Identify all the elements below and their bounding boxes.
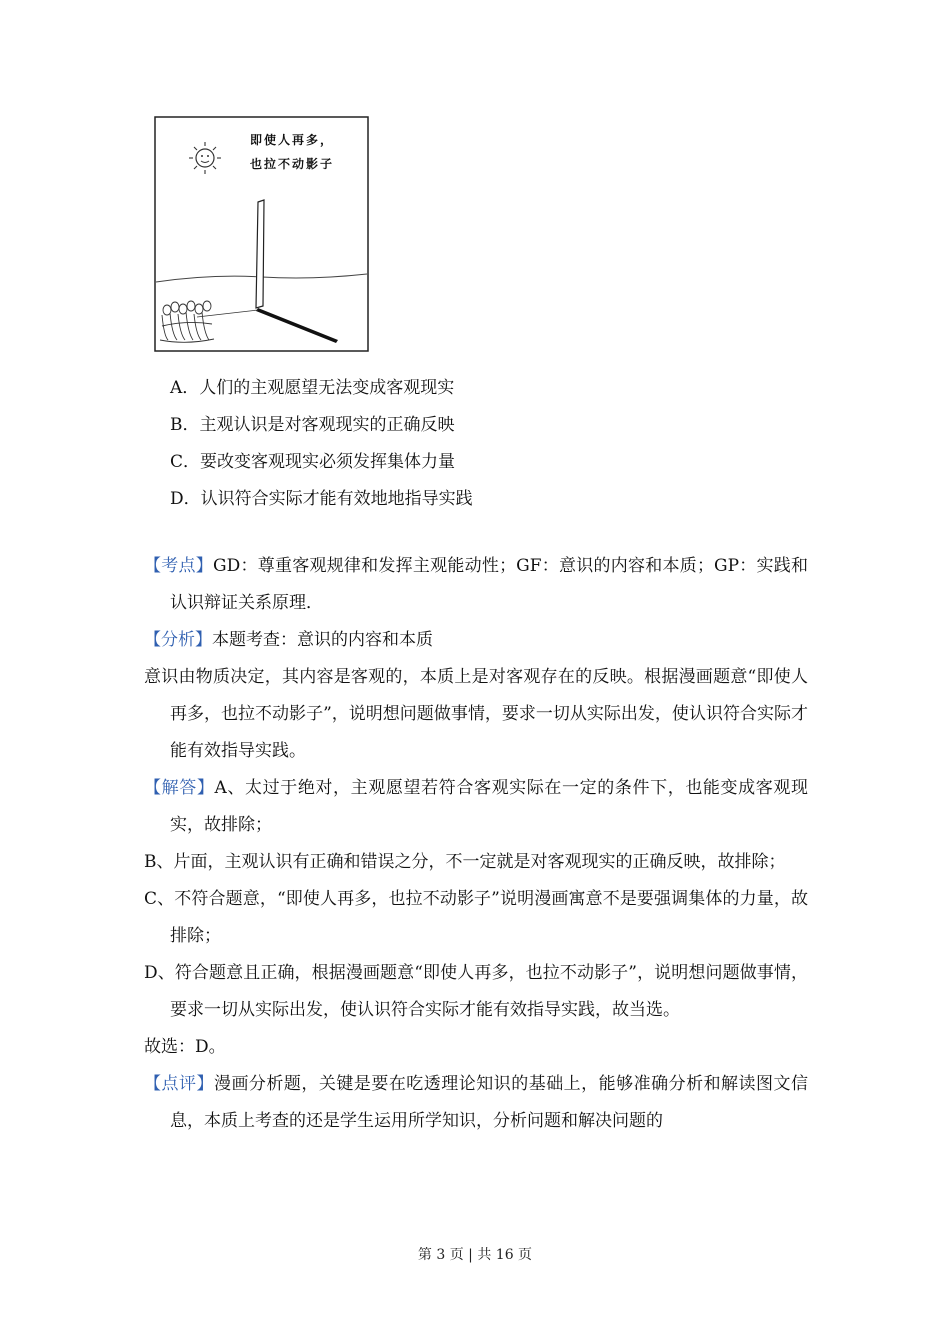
jieda-text: A、太过于绝对，主观愿望若符合客观实际在一定的条件下，也能变成客观现实，故排除； (170, 778, 809, 835)
cartoon-illustration (152, 114, 372, 354)
page-footer: 第 3 页 | 共 16 页 (417, 1247, 533, 1263)
dianping-tag: 【点评】 (144, 1074, 214, 1094)
jieda-paragraph (144, 770, 808, 844)
sun-icon (189, 142, 221, 174)
pole-shadow (256, 308, 338, 343)
fenxi-body: 意识由物质决定，其内容是客观的，本质上是对客观存在的反映。根据漫画题意“即使人再多，也拉不动影子”，说明想问题做事情，要求一切从实际出发，使认识符合实际才能有效指导实践。 (144, 667, 808, 761)
answer-b: B、片面，主观认识有正确和错误之分，不一定就是对客观现实的正确反映，故排除； (144, 852, 786, 872)
jieda-tag: 【解答】 (144, 778, 215, 798)
cartoon-caption-line1: 即使人再多， (250, 133, 335, 147)
option-d: D．认识符合实际才能有效地地指导实践 (170, 489, 473, 509)
explanation (144, 548, 808, 1140)
dianping-paragraph (144, 1066, 808, 1140)
option-c: C．要改变客观现实必须发挥集体力量 (170, 452, 456, 472)
pole (256, 200, 264, 308)
kaodian-text: GD：尊重客观规律和发挥主观能动性；GF：意识的内容和本质；GP：实践和认识辩证关系原理． (170, 556, 809, 613)
kaodian-paragraph (144, 548, 808, 622)
answer-options (170, 370, 473, 518)
option-a: A．人们的主观愿望无法变成客观现实 (170, 378, 455, 398)
fenxi-tag: 【分析】 (144, 630, 212, 650)
kaodian-tag: 【考点】 (144, 556, 213, 576)
answer-d: D、符合题意且正确，根据漫画题意“即使人再多，也拉不动影子”，说明想问题做事情，要求一切从实际出发，使认识符合实际才能有效指导实践，故当选。 (144, 963, 808, 1020)
final-answer: 故选：D。 (144, 1037, 226, 1057)
fenxi-paragraph (144, 622, 808, 659)
fenxi-text: 本题考查：意识的内容和本质 (212, 630, 433, 650)
option-b: B．主观认识是对客观现实的正确反映 (170, 415, 455, 435)
dianping-text: 漫画分析题，关键是要在吃透理论知识的基础上，能够准确分析和解读图文信息，本质上考查的还是学生运用所学知识，分析问题和解决问题的 (170, 1074, 809, 1131)
answer-c: C、不符合题意，“即使人再多，也拉不动影子”说明漫画寓意不是要强调集体的力量，故排除； (144, 889, 808, 946)
crowd-of-people (160, 301, 214, 342)
cartoon-caption-line2: 也拉不动影子 (250, 157, 335, 171)
